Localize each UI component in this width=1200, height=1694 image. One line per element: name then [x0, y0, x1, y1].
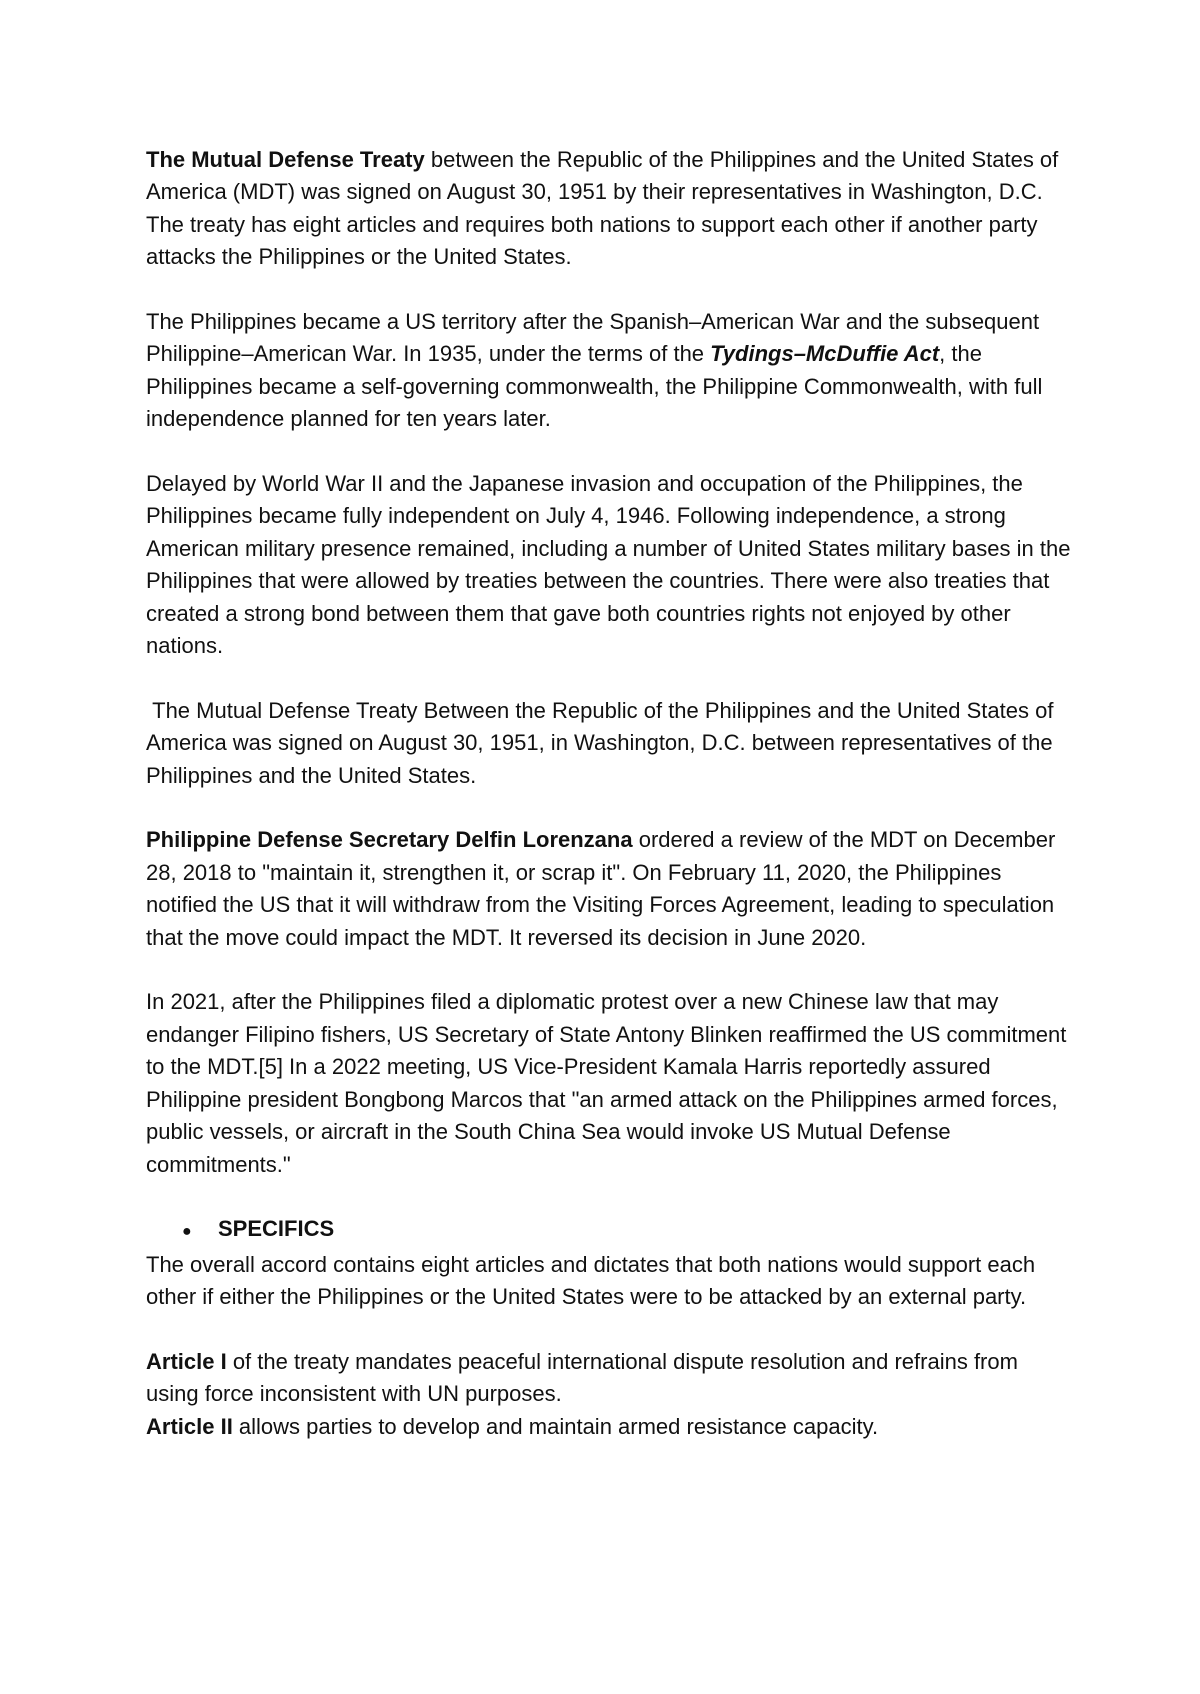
- paragraph-text: The Philippines became a US territory after the Spanish–American War and the subsequent Philippine–American War. In 1935, under the terms of the: [146, 309, 1040, 367]
- paragraph-text: The overall accord contains eight articles and dictates that both nations would support each other if either the Philippines or the United States were to be attacked by an external party.: [146, 1251, 1036, 1310]
- paragraph-us-territory: [146, 306, 1076, 436]
- paragraph-article-1: [146, 1346, 1076, 1411]
- specifics-heading: SPECIFICS: [218, 1216, 335, 1242]
- paragraph-text: , the Philippines became a self-governing commonwealth, the Philippine Commonwealth, with full independence planned for ten years later.: [146, 341, 1043, 432]
- paragraph-text: between the Republic of the Philippines and the United States of America (MDT) was signed on August 30, 1951 by their representatives in Washington, D.C. The treaty has eight articles and requires both nations to support each other if another party attacks the Philippines or the United States.: [146, 147, 1059, 270]
- paragraph-text: allows parties to develop and maintain armed resistance capacity.: [232, 1413, 879, 1439]
- paragraph-text: In 2021, after the Philippines filed a diplomatic protest over a new Chinese law that may endanger Filipino fishers, US Secretary of State Antony Blinken reaffirmed the US commitment to the MDT.[5] In a 2022 meeting, US Vice-President Kamala Harris reportedly assured Philippine president Bongbong Marcos that "an armed attack on the Philippines armed forces, public vessels, or aircraft in the South China Sea would invoke US Mutual Defense commitments.": [146, 989, 1067, 1177]
- paragraph-independence: [146, 468, 1076, 662]
- paragraph-mdt-intro: [146, 144, 1076, 274]
- paragraph-text: The Mutual Defense Treaty Between the Republic of the Philippines and the United States of America was signed on August 30, 1951, in Washington, D.C. between representatives of the Philippines and the United States.: [146, 697, 1059, 788]
- bullet-icon: ●: [182, 1223, 192, 1241]
- paragraph-article-2: [146, 1411, 1076, 1443]
- treaty-name-bold: The Mutual Defense Treaty: [146, 147, 425, 172]
- paragraph-treaty-signing: [146, 695, 1076, 792]
- paragraph-text: of the treaty mandates peaceful international dispute resolution and refrains from using force inconsistent with UN purposes.: [146, 1348, 1018, 1407]
- defense-secretary-bold: Philippine Defense Secretary Delfin Lorenzana: [146, 827, 633, 853]
- tydings-mcduffie-act-bold-italic: Tydings–McDuffie Act: [710, 341, 940, 367]
- paragraph-text: Delayed by World War II and the Japanese invasion and occupation of the Philippines, the Philippines became fully independent on July 4, 1946. Following independence, a strong American military presence remained, including a number of United States military bases in the Philippines that were allowed by treaties between the countries. There were also treaties that created a strong bond between them that gave both countries rights not enjoyed by other nations.: [146, 471, 1071, 659]
- specifics-heading-item: [146, 1213, 1076, 1248]
- paragraph-reaffirmation: [146, 986, 1076, 1180]
- paragraph-review: [146, 824, 1076, 954]
- paragraph-specifics: [146, 1249, 1076, 1314]
- document-page: [146, 144, 1076, 1443]
- paragraph-text: ordered a review of the MDT on December 28, 2018 to "maintain it, strengthen it, or scrap it". On February 11, 2020, the Philippines notified the US that it will withdraw from the Visiting Forces Agreement, leading to speculation that the move could impact the MDT. It reversed its decision in June 2020.: [146, 827, 1056, 950]
- article-2-label: Article II: [146, 1413, 233, 1439]
- article-1-label: Article I: [146, 1348, 227, 1374]
